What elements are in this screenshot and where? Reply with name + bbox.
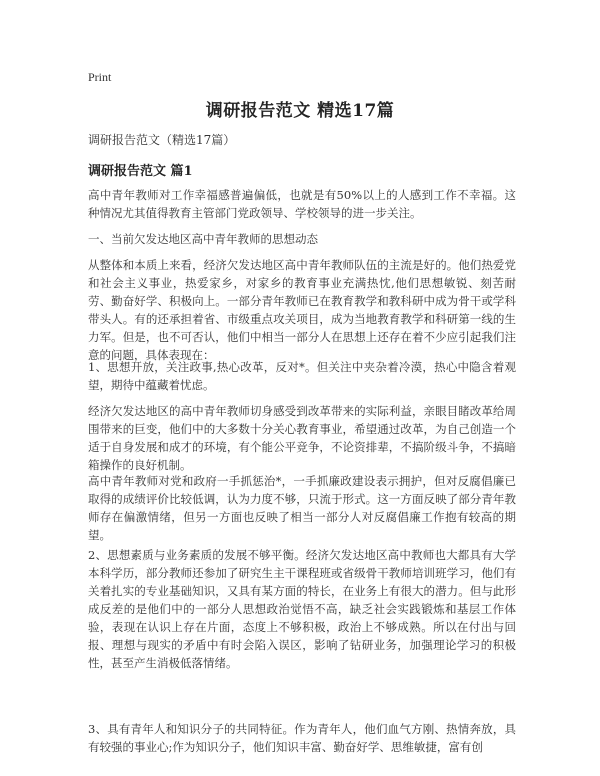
section-heading: 调研报告范文 篇1	[88, 164, 193, 179]
document-subtitle: 调研报告范文（精选17篇）	[88, 133, 236, 147]
paragraph-point-three: 3、具有青年人和知识分子的共同特征。作为青年人，他们血气方刚、热情奔放，具有较强的事业心;作为知识分子，他们知识丰富、勤奋好学、思维敏捷，富有创	[88, 722, 516, 754]
paragraph-overview: 从整体和本质上来看，经济欠发达地区高中青年教师队伍的主流是好的。他们热爱党和社会主义事业，热爱家乡，对家乡的教育事业充满热忱,他们思想敏锐、刻苦耐劳、勤奋好学、积极向上。一部分青年教师已在教育教学和教科研中成为骨干或学科带头人。有的还承担着省、市级重点攻关项目，成为当地教育教学和科研第一线的生力军。但是，也不可否认，他们中相当一部分人在思想上还存在着不少应引起我们注意的问题，具体表现在：	[88, 258, 516, 362]
paragraph-heading-one: 一、当前欠发达地区高中青年教师的思想动态	[88, 232, 318, 246]
paragraph-point-two: 2、思想素质与业务素质的发展不够平衡。经济欠发达地区高中教师也大都具有大学本科学历，部分教师还参加了研究生主干课程班或省级骨干教师培训班学习，他们有关着扎实的专业基础知识，又具有某方面的特长，在业务上有很大的潜力。但与此形成反差的是他们中的一部分人思想政治觉悟不高，缺乏社会实践锻炼和基层工作体验，表现在认识上存在片面，态度上不够积极，政治上不够成熟。所以在付出与回报、理想与现实的矛盾中有时会陷入误区，影响了钻研业务，加强理论学习的积极性，甚至产生消极低落情绪。	[88, 548, 516, 670]
paragraph-intro: 高中青年教师对工作幸福感普遍偏低，也就是有50%以上的人感到工作不幸福。这种情况尤其值得教育主管部门党政领导、学校领导的进一步关注。	[88, 188, 516, 220]
document-title: 调研报告范文 精选17篇	[205, 101, 395, 121]
paragraph-point-one: 1、思想开放，关注政事,热心改革，反对*。但关注中夹杂着冷漠，热心中隐含着观望，期待中蕴藏着忧虑。	[88, 360, 516, 392]
paragraph-anticorruption: 高中青年教师对党和政府一手抓惩治*，一手抓廉政建设表示拥护，但对反腐倡廉已取得的成绩评价比较低调，认为力度不够，只流于形式。这一方面反映了部分青年教师存在偏激情绪，但另一方面也反映了相当一部分人对反腐倡廉工作抱有较高的期望。	[88, 474, 516, 542]
print-label: Print	[88, 70, 112, 84]
paragraph-reform: 经济欠发达地区的高中青年教师切身感受到改革带来的实际利益，亲眼目睹改革给周围带来的巨变，他们中的大多数十分关心教育事业，希望通过改革，为自己创造一个适于自身发展和成才的环境，有个能公平竞争，不论资排辈，不搞阶级斗争，不搞暗箱操作的良好机制。	[88, 404, 516, 472]
